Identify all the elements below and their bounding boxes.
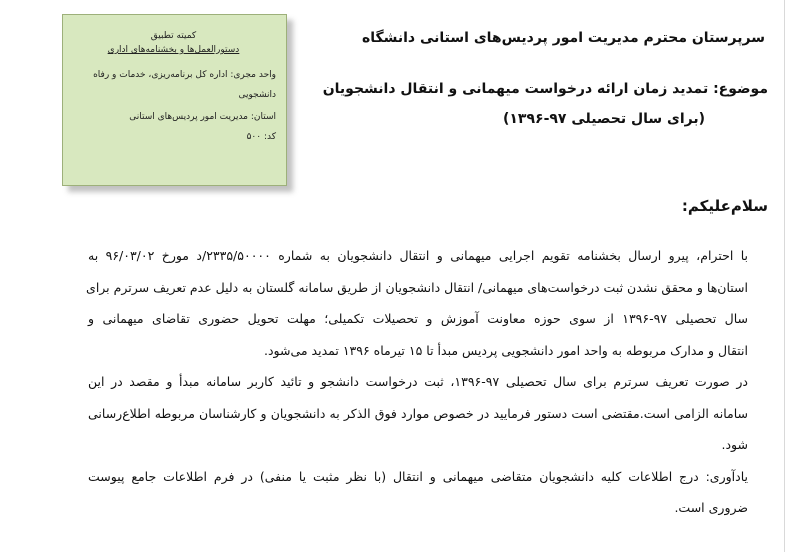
letter-subject-year: (برای سال تحصیلی ۹۷-۱۳۹۶) [502,111,705,127]
stamp-province: استان: مدیریت امور پردیس‌های استانی [129,112,276,122]
stamp-title: کمیته تطبیق [150,31,197,41]
body-line: سامانه الزامی است.مقتضی است دستور فرمایید در خصوص موارد فوق الذکر به دانشجویان و کارشناسان مربوطه اطلاع‌رسانی [88,405,748,421]
letter-addressee: سرپرستان محترم مدیریت امور پردیس‌های استانی دانشگاه [361,30,765,46]
body-line: شود. [721,437,748,452]
letter-greeting: سلام‌علیکم: [681,197,768,215]
compliance-stamp [62,14,287,186]
body-line: با احترام، پیرو ارسال بخشنامه تقویم اجرایی میهمانی و انتقال دانشجویان به شماره ۲۳۳۵/۵۰۰۰۰/د مورخ ۹۶/۰۳/۰۲ به [88,248,748,263]
stamp-code: کد: ۵۰۰ [246,132,276,142]
body-line: یادآوری: درج اطلاعات کلیه دانشجویان متقاضی میهمانی و انتقال (با نظر مثبت یا منفی) در فرم اطلاعات جامع پیوست [88,468,748,484]
body-line: استان‌ها و محقق نشدن ثبت درخواست‌های میهمانی/ انتقال دانشجویان از طریق سامانه گلستان به دلیل عدم تعریف سرترم برای [86,279,748,295]
body-line: ضروری است. [674,500,748,515]
stamp-executor: واحد مجری: اداره کل برنامه‌ریزی، خدمات و رفاه دانشجویی [93,70,276,100]
letter-body [88,240,748,524]
letter-subject: موضوع: تمدید زمان ارائه درخواست میهمانی و انتقال دانشجویان [322,81,768,97]
body-line: انتقال و مدارک مربوطه به واحد امور دانشجویی پردیس مبدأ تا ۱۵ تیرماه ۱۳۹۶ تمدید می‌شود. [264,342,748,358]
body-line: سال تحصیلی ۹۷-۱۳۹۶ از سوی حوزه معاونت آموزش و تحصیلات تکمیلی؛ مهلت تحویل حضوری تقاضای میهمانی و [88,311,748,326]
body-line: در صورت تعریف سرترم برای سال تحصیلی ۹۷-۱۳۹۶، ثبت درخواست دانشجو و تائید کاربر سامانه مبدأ و مقصد در این [88,374,748,389]
stamp-subtitle: دستورالعمل‌ها و بخشنامه‌های اداری [107,45,240,55]
